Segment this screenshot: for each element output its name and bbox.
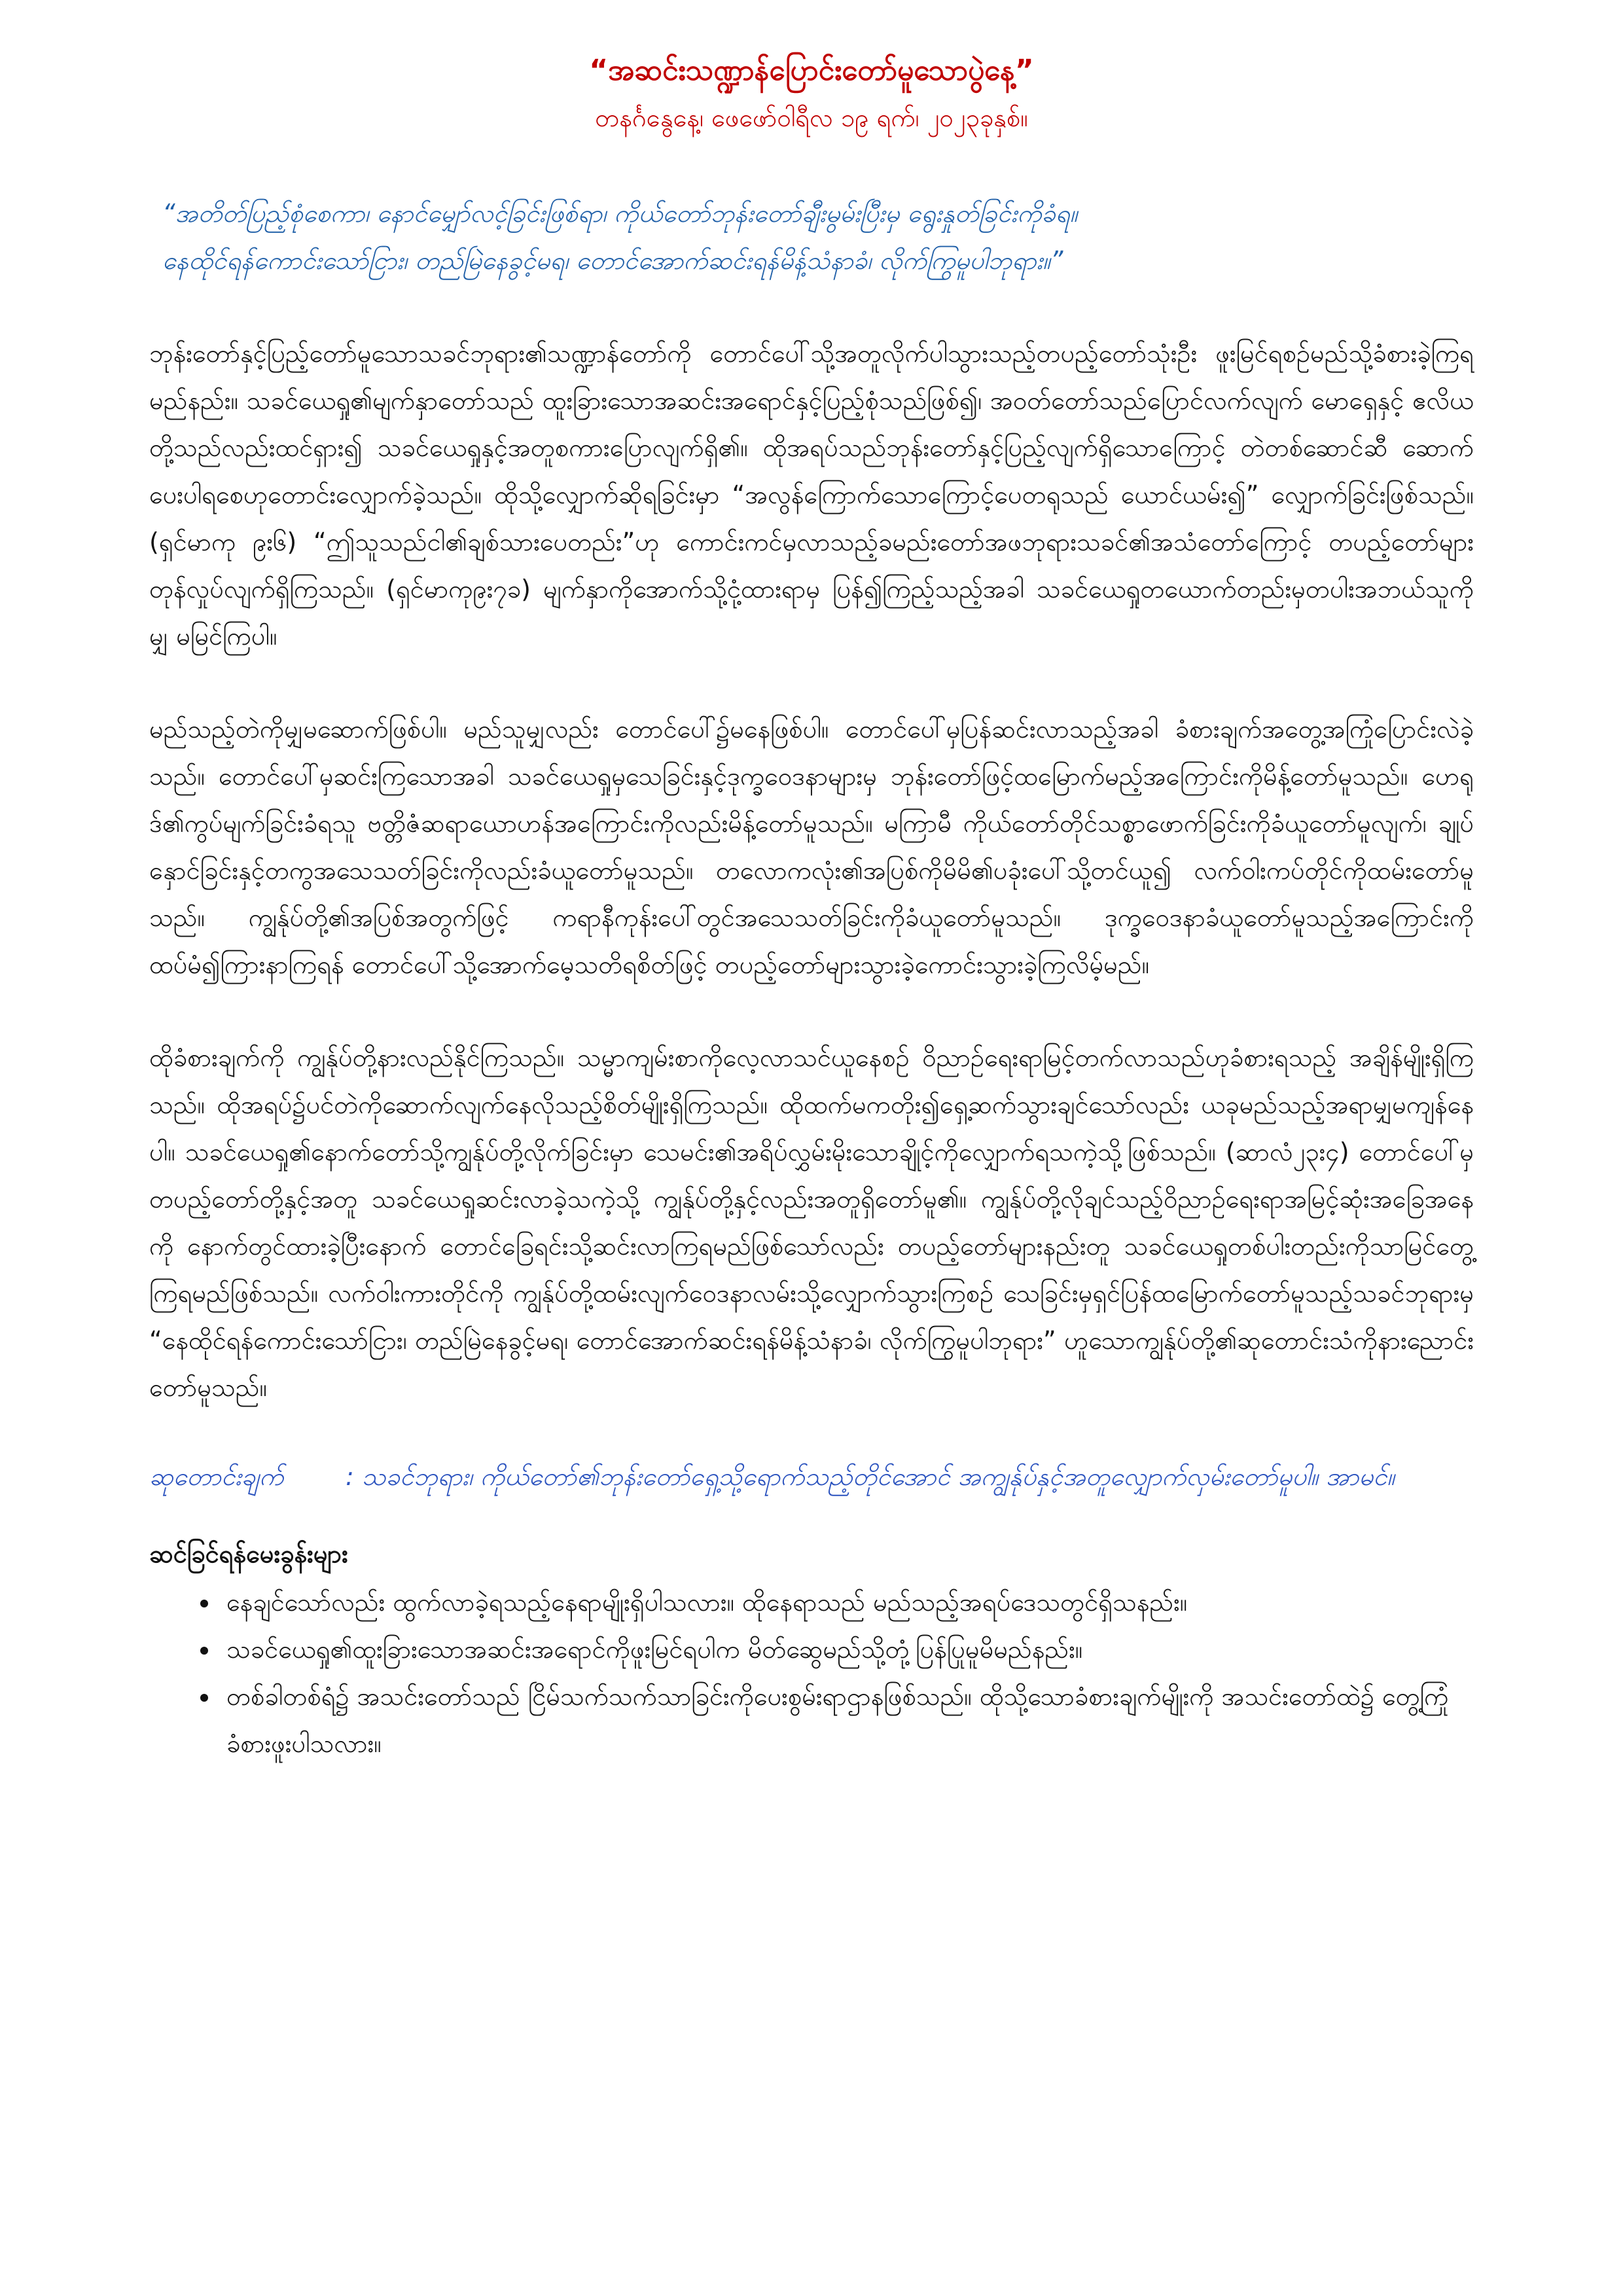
questions-list — [149, 1579, 1474, 1767]
prayer-label: ဆုတောင်းချက် — [149, 1462, 284, 1491]
prayer-block — [149, 1457, 1474, 1496]
question-item-3: • တစ်ခါတစ်ရံ၌ အသင်းတော်သည် ငြိမ်သက်သက်သာခြင်းကိုပေးစွမ်းရာဌာနဖြစ်သည်။ ထိုသို့သောခံစားချက်မျိုးကို အသင်းတော်ထဲ၌ တွေ့ကြုံခံစားဖူးပါသလား။ — [220, 1673, 1474, 1767]
date-line: တနင်္ဂနွေနေ့၊ ဖေဖော်ဝါရီလ ၁၉ ရက်၊ ၂၀၂၃ခုနှစ်။ — [595, 103, 1028, 132]
body-paragraph-1: ဘုန်းတော်နှင့်ပြည့်တော်မူသောသခင်ဘုရား၏သဏ္ဍာန်တော်ကို တောင်ပေါ်သို့အတူလိုက်ပါသွားသည့်တပည့်တော်သုံးဦး ဖူးမြင်ရစဉ်မည်သို့ခံစားခဲ့ကြရမည်နည်း။ သခင်ယေရှု၏မျက်နှာတော်သည် ထူးခြားသောအဆင်းအရောင်နှင့်ပြည့်စုံသည်ဖြစ်၍၊ အဝတ်တော်သည်ပြောင်လက်လျက် မောရှေနှင့် ဧလိယတို့သည်လည်းထင်ရှား၍ သခင်ယေရှုနှင့်အတူစကားပြောလျက်ရှိ၏။ ထိုအရပ်သည်ဘုန်းတော်နှင့်ပြည့်လျက်ရှိသောကြောင့် တဲတစ်ဆောင်ဆီ ဆောက်ပေးပါရစေဟုတောင်းလျှောက်ခဲ့သည်။ ထိုသို့လျှောက်ဆိုရခြင်းမှာ “အလွန်ကြောက်သောကြောင့်ပေတရုသည် ယောင်ယမ်း၍” လျှောက်ခြင်းဖြစ်သည်။ (ရှင်မာကု ၉း၆) “ဤသူသည်ငါ၏ချစ်သားပေတည်း”ဟု ကောင်းကင်မှလာသည့်ခမည်းတော်အဖဘုရားသခင်၏အသံတော်ကြောင့် တပည့်တော်များတုန်လှုပ်လျက်ရှိကြသည်။ (ရှင်မာကု၉း၇ခ) မျက်နှာကိုအောက်သို့ငုံ့ထားရာမှ ပြန်၍ကြည့်သည့်အခါ သခင်ယေရှုတယောက်တည်းမှတပါးအဘယ်သူကိုမျှ မမြင်ကြပါ။ — [149, 339, 1474, 651]
body-paragraph-2: မည်သည့်တဲကိုမျှမဆောက်ဖြစ်ပါ။ မည်သူမျှလည်း တောင်ပေါ်၌မနေဖြစ်ပါ။ တောင်ပေါ်မှပြန်ဆင်းလာသည့်အခါ ခံစားချက်အတွေ့အကြုံပြောင်းလဲခဲ့သည်။ တောင်ပေါ်မှဆင်းကြသောအခါ သခင်ယေရှုမှသေခြင်းနှင့်ဒုက္ခဝေဒနာများမှ ဘုန်းတော်ဖြင့်ထမြောက်မည့်အကြောင်းကိုမိန့်တော်မူသည်။ ဟေရုဒ်၏ကွပ်မျက်ခြင်းခံရသူ ဗတ္တိဇံဆရာယောဟန်အကြောင်းကိုလည်းမိန့်တော်မူသည်။ မကြာမီ ကိုယ်တော်တိုင်သစ္စာဖောက်ခြင်းကိုခံယူတော်မူလျက်၊ ချုပ်နှောင်ခြင်းနှင့်တကွအသေသတ်ခြင်းကိုလည်းခံယူတော်မူသည်။ တလောကလုံး၏အပြစ်ကိုမိမိ၏ပခုံးပေါ်သို့တင်ယူ၍ လက်ဝါးကပ်တိုင်ကိုထမ်းတော်မူသည်။ ကျွန်ုပ်တို့၏အပြစ်အတွက်ဖြင့် ကရာနီကုန်းပေါ်တွင်အသေသတ်ခြင်းကိုခံယူတော်မူသည်။ ဒုက္ခဝေဒနာခံယူတော်မူသည့်အကြောင်းကို ထပ်မံ၍ကြားနာကြရန် တောင်ပေါ်သို့အောက်မေ့သတိရစိတ်ဖြင့် တပည့်တော်များသွားခဲ့ကောင်းသွားခဲ့ကြလိမ့်မည်။ — [149, 715, 1474, 979]
body-paragraph-3: ထိုခံစားချက်ကို ကျွန်ုပ်တို့နားလည်နိုင်ကြသည်။ သမ္မာကျမ်းစာကိုလေ့လာသင်ယူနေစဉ် ဝိညာဉ်ရေးရာမြင့်တက်လာသည်ဟုခံစားရသည့် အချိန်မျိုးရှိကြသည်။ ထိုအရပ်၌ပင်တဲကိုဆောက်လျက်နေလိုသည့်စိတ်မျိုးရှိကြသည်။ ထိုထက်မကတိုး၍ရှေ့ဆက်သွားချင်သော်လည်း ယခုမည်သည့်အရာမျှမကျန်နေပါ။ သခင်ယေရှု၏နောက်တော်သို့ကျွန်ုပ်တို့လိုက်ခြင်းမှာ သေမင်း၏အရိပ်လွှမ်းမိုးသောချိုင့်ကိုလျှောက်ရသကဲ့သို့ဖြစ်သည်။ (ဆာလံ၂၃း၄) တောင်ပေါ်မှတပည့်တော်တို့နှင့်အတူ သခင်ယေရှုဆင်းလာခဲ့သကဲ့သို့ ကျွန်ုပ်တို့နှင့်လည်းအတူရှိတော်မူ၏။ ကျွန်ုပ်တို့လိုချင်သည့်ဝိညာဉ်ရေးရာအမြင့်ဆုံးအခြေအနေကို နောက်တွင်ထားခဲ့ပြီးနောက် တောင်ခြေရင်းသို့ဆင်းလာကြရမည်ဖြစ်သော်လည်း တပည့်တော်များနည်းတူ သခင်ယေရှုတစ်ပါးတည်းကိုသာမြင်တွေ့ကြရမည်ဖြစ်သည်။ လက်ဝါးကားတိုင်ကို ကျွန်ုပ်တို့ထမ်းလျက်ဝေဒနာလမ်းသို့လျှောက်သွားကြစဉ် သေခြင်းမှရှင်ပြန်ထမြောက်တော်မူသည့်သခင်ဘုရားမှ “နေထိုင်ရန်ကောင်းသော်ငြား၊ တည်မြဲနေခွင့်မရ၊ တောင်အောက်ဆင်းရန်မိန့်သံနာခံ၊ လိုက်ကြွမူပါဘုရား” ဟူသောကျွန်ုပ်တို့၏ဆုတောင်းသံကိုနားညောင်းတော်မူသည်။ — [149, 1043, 1474, 1402]
quote-line-2: နေထိုင်ရန်ကောင်းသော်ငြား၊ တည်မြဲနေခွင့်မရ၊ တောင်အောက်ဆင်းရန်မိန့်သံနာခံ၊ လိုက်ကြွမူပါဘုရား။” — [162, 246, 1063, 275]
page-title: “အဆင်းသဏ္ဍာန်ပြောင်းတော်မူသောပွဲနေ့” — [589, 54, 1034, 87]
questions-heading: ဆင်ခြင်ရန်မေးခွန်းများ — [149, 1539, 348, 1568]
question-item-2: • သခင်ယေရှု၏ထူးခြားသောအဆင်းအရောင်ကိုဖူးမြင်ရပါက မိတ်ဆွေမည်သို့တုံ့ပြန်ပြုမူမိမည်နည်း။ — [220, 1626, 1474, 1673]
question-item-1: • နေချင်သော်လည်း ထွက်လာခဲ့ရသည့်နေရာမျိုးရှိပါသလား။ ထိုနေရာသည် မည်သည့်အရပ်ဒေသတွင်ရှိသနည်း။ — [220, 1579, 1474, 1626]
opening-quote — [162, 190, 1474, 284]
quote-line-1: “အတိတ်ပြည့်စုံစေကာ၊ နောင်မျှော်လင့်ခြင်းဖြစ်ရာ၊ ကိုယ်တော်ဘုန်းတော်ချီးမွမ်းပြီးမှ ရွေးနှုတ်ခြင်းကိုခံရ။ — [162, 199, 1078, 228]
prayer-text: : သခင်ဘုရား၊ ကိုယ်တော်၏ဘုန်းတော်ရှေ့သို့ရောက်သည့်တိုင်အောင် အကျွန်ုပ်နှင့်အတူလျှောက်လှမ်းတော်မူပါ။ အာမင်။ — [346, 1462, 1395, 1491]
